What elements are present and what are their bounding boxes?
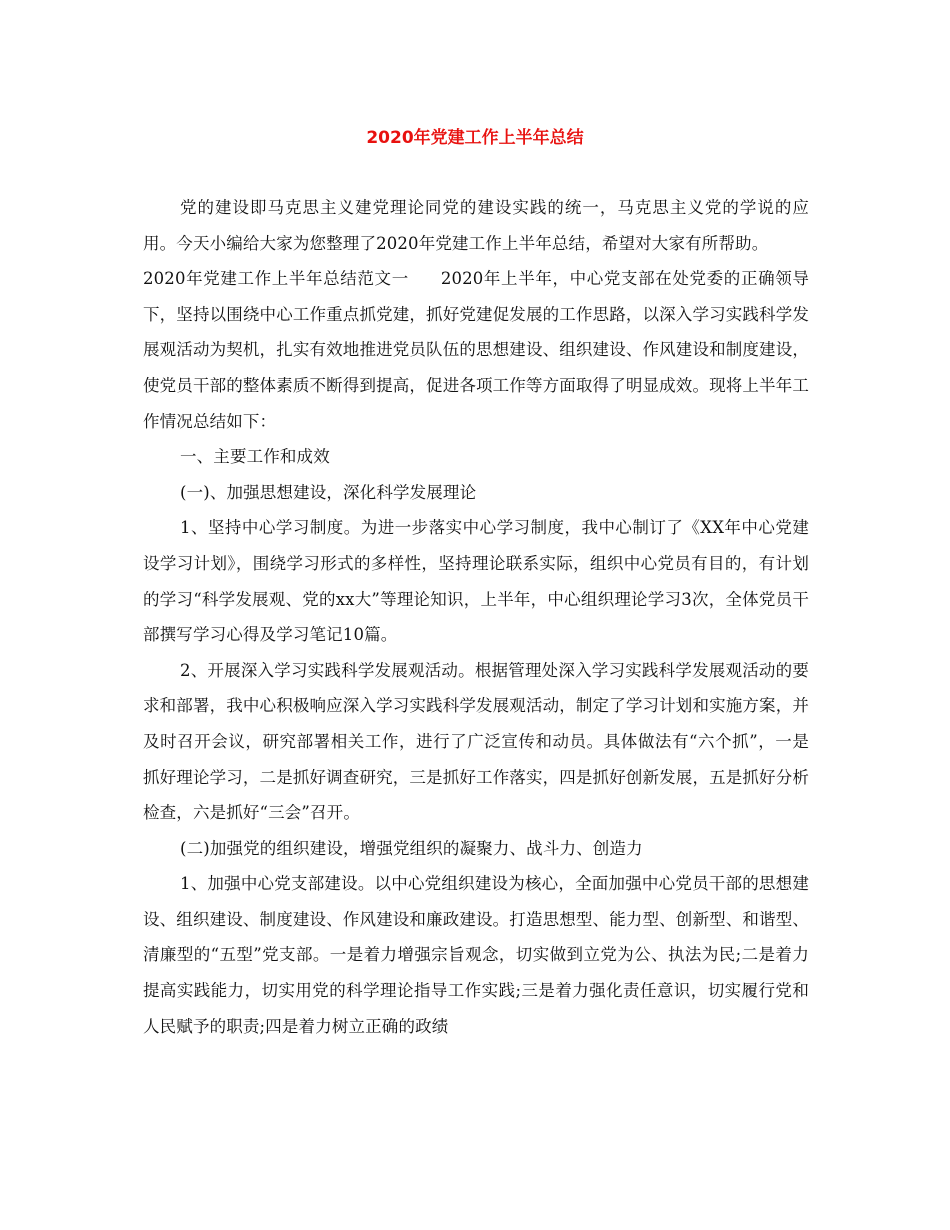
subsection-heading-2: (二)加强党的组织建设，增强党组织的凝聚力、战斗力、创造力: [180, 838, 643, 858]
item-1-2: 2、开展深入学习实践科学发展观活动。根据管理处深入学习实践科学发展观活动的要求和部署，我中心积极响应深入学习实践科学发展观活动，制定了学习计划和实施方案，并及时召开会议，研究部署相关工作，进行了广泛宣传和动员。具体做法有“六个抓”，一是抓好理论学习，二是抓好调查研究，三是抓好工作落实，四是抓好创新发展，五是抓好分析检查，六是抓好“三会”召开。: [143, 660, 809, 823]
document-title: 2020年党建工作上半年总结: [366, 128, 584, 148]
sample-paragraph: [143, 261, 809, 439]
section-heading-1: 一、主要工作和成效: [180, 447, 330, 467]
subsection-heading-1: (一)、加强思想建设，深化科学发展理论: [180, 482, 477, 502]
item-2-1: 1、加强中心党支部建设。以中心党组织建设为核心，全面加强中心党员干部的思想建设、组织建设、制度建设、作风建设和廉政建设。打造思想型、能力型、创新型、和谐型、清廉型的“五型”党支部。一是着力增强宗旨观念，切实做到立党为公、执法为民;二是着力提高实践能力，切实用党的科学理论指导工作实践;三是着力强化责任意识，切实履行党和人民赋予的职责;四是着力树立正确的政绩: [143, 874, 809, 1036]
sample-heading: 2020年党建工作上半年总结范文一: [143, 269, 409, 289]
item-1-1: 1、坚持中心学习制度。为进一步落实中心学习制度，我中心制订了《XX年中心党建设学习计划》，围绕学习形式的多样性，坚持理论联系实际，组织中心党员有目的，有计划的学习“科学发展观、党的xx大”等理论知识，上半年，中心组织理论学习3次，全体党员干部撰写学习心得及学习笔记10篇。: [143, 518, 809, 645]
sample-body: 2020年上半年，中心党支部在处党委的正确领导下，坚持以围绕中心工作重点抓党建，抓好党建促发展的工作思路，以深入学习实践科学发展观活动为契机，扎实有效地推进党员队伍的思想建设、组织建设、作风建设和制度建设，使党员干部的整体素质不断得到提高，促进各项工作等方面取得了明显成效。现将上半年工作情况总结如下：: [143, 269, 809, 431]
intro-paragraph: 党的建设即马克思主义建党理论同党的建设实践的统一，马克思主义党的学说的应用。今天小编给大家为您整理了2020年党建工作上半年总结，希望对大家有所帮助。: [143, 198, 809, 253]
document-body: [143, 190, 809, 1044]
